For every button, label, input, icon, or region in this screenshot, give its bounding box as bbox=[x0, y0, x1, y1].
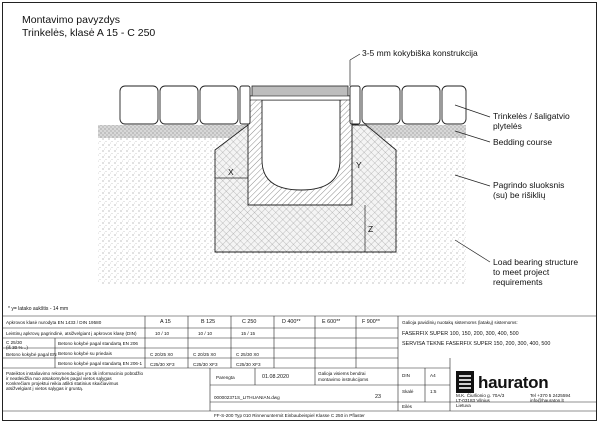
row4-desc: Betono kokybė su priedais bbox=[58, 351, 112, 356]
address-l1: M.K. Čiurlionio g. 70A/3 bbox=[456, 393, 505, 398]
row1-label: Apkrovos klasė nurodyta EN 1433 / DIN 19580 bbox=[6, 320, 102, 325]
dim-z-label: Z bbox=[368, 224, 374, 234]
conc-a15: C 20/25 X0 bbox=[150, 352, 173, 357]
product-line2: SERVISA TEKNE FASERFIX SUPER 150, 200, 300, 400, 500 bbox=[402, 341, 551, 347]
din-label: DIN bbox=[402, 373, 410, 378]
pavers-left bbox=[120, 86, 250, 124]
drawing-title: Montavimo pavyzdys bbox=[22, 14, 121, 26]
disclaimer-l2: ir neatleidžia nuo atsakomybės pagal vietos sąlygas bbox=[6, 376, 112, 381]
concb-c250: C25/30 XF3 bbox=[236, 362, 261, 367]
products-title: Galioja pavidinių nuotakų sistemoms (latakų) sistemoms: bbox=[402, 320, 518, 325]
address-l3: Lietuva bbox=[456, 403, 471, 408]
disclaimer-l4: atsižvelgiant į vietos sąlygas ir gruntą. bbox=[6, 386, 84, 391]
email: info@hauraton.lt bbox=[530, 398, 564, 403]
row3-label-a: C 25/30 bbox=[6, 340, 23, 345]
hauraton-logo: hauraton bbox=[478, 373, 549, 392]
disclaimer-l3: Konkrečiam projektui reikia atlikti statinius skaičiavimus bbox=[6, 381, 119, 386]
conc-c250: C 25/30 X0 bbox=[236, 352, 259, 357]
conc-b125: C 20/25 X0 bbox=[193, 352, 216, 357]
concb-a15: C25/30 XF3 bbox=[150, 362, 175, 367]
dim-x-label: X bbox=[228, 167, 234, 177]
din-value: A4 bbox=[430, 373, 436, 378]
valid-l1: Galioja visiems bendrai bbox=[318, 371, 366, 376]
unit-label: Eilės bbox=[402, 404, 412, 409]
phone: Tel +370 5 2425594 bbox=[530, 393, 571, 398]
grate bbox=[252, 86, 348, 97]
released-date: 01.08.2020 bbox=[262, 374, 289, 380]
row4-label: Betono kokybė pagal EN bbox=[6, 352, 57, 357]
footnote: * y= latako aukštis - 14 mm bbox=[8, 306, 69, 312]
row5-desc: Betono kokybė pagal standartą EN 206-1 bbox=[58, 361, 143, 366]
channel-edge bbox=[250, 96, 350, 100]
pavers-right bbox=[350, 86, 466, 124]
callout-pavers-l1: Trinkelės / šaligatvio bbox=[493, 111, 570, 121]
dim-y-label: Y bbox=[356, 160, 362, 170]
concb-b125: C25/30 XF3 bbox=[193, 362, 218, 367]
scale-label: Skalė bbox=[402, 389, 414, 394]
xz-c250: 15 / 15 bbox=[241, 331, 256, 336]
xz-b125: 10 / 10 bbox=[198, 331, 213, 336]
class-c250: C 250 bbox=[242, 319, 257, 325]
class-d400: D 400** bbox=[282, 319, 301, 325]
drawing-subtitle: Trinkelės, klasė A 15 - C 250 bbox=[22, 27, 156, 39]
valid-l2: montavimo instrukcijoms bbox=[318, 377, 369, 382]
sheet-no: 23 bbox=[375, 394, 381, 400]
class-f900: F 900** bbox=[362, 319, 380, 325]
callout-load-l1: Load bearing structure bbox=[493, 257, 579, 267]
scale-value: 1:5 bbox=[430, 389, 437, 394]
callout-load-l2: to meet project bbox=[493, 267, 550, 277]
released-label: Parengta bbox=[216, 375, 235, 380]
class-a15: A 15 bbox=[160, 319, 171, 325]
row3-label-b: (iš 30 % ..) bbox=[6, 345, 28, 350]
callout-load-l3: requirements bbox=[493, 277, 543, 287]
product-line1: FASERFIX SUPER 100, 150, 200, 300, 400, 500 bbox=[402, 331, 519, 337]
callout-bedding: Bedding course bbox=[493, 137, 553, 147]
row2-label: Leistinų apkrovų pagrindinė, atsižvelgiant į apkrovos klasę (DIN) bbox=[6, 331, 137, 336]
address-l2: LT-03183 Vilnius bbox=[456, 398, 490, 403]
callout-base-l1: Pagrindo sluoksnis bbox=[493, 180, 565, 190]
footer-title: FF-S-200 Typ 010 Rinnenuntermit Einbaubeispiel Klasse C 250 in Pflaster bbox=[214, 413, 365, 418]
class-e600: E 600** bbox=[322, 319, 341, 325]
class-b125: B 125 bbox=[201, 319, 216, 325]
callout-base-l2: (su) be rišiklių bbox=[493, 190, 546, 200]
file-name: 000002371S_LITHUANIAN.dwg bbox=[214, 395, 280, 400]
callout-top: 3-5 mm kokybiška konstrukcija bbox=[362, 48, 478, 58]
callout-pavers-l2: plytelės bbox=[493, 121, 522, 131]
channel-inner bbox=[262, 100, 340, 190]
disclaimer-l1: Pateiktos instaliavimo rekomendacijos yra tik informacinio pobūdžio bbox=[6, 371, 144, 376]
row3-desc: Betono kokybė pagal standartą EN 206 bbox=[58, 341, 138, 346]
xz-a15: 10 / 10 bbox=[155, 331, 170, 336]
hauraton-logo-icon bbox=[456, 371, 474, 393]
